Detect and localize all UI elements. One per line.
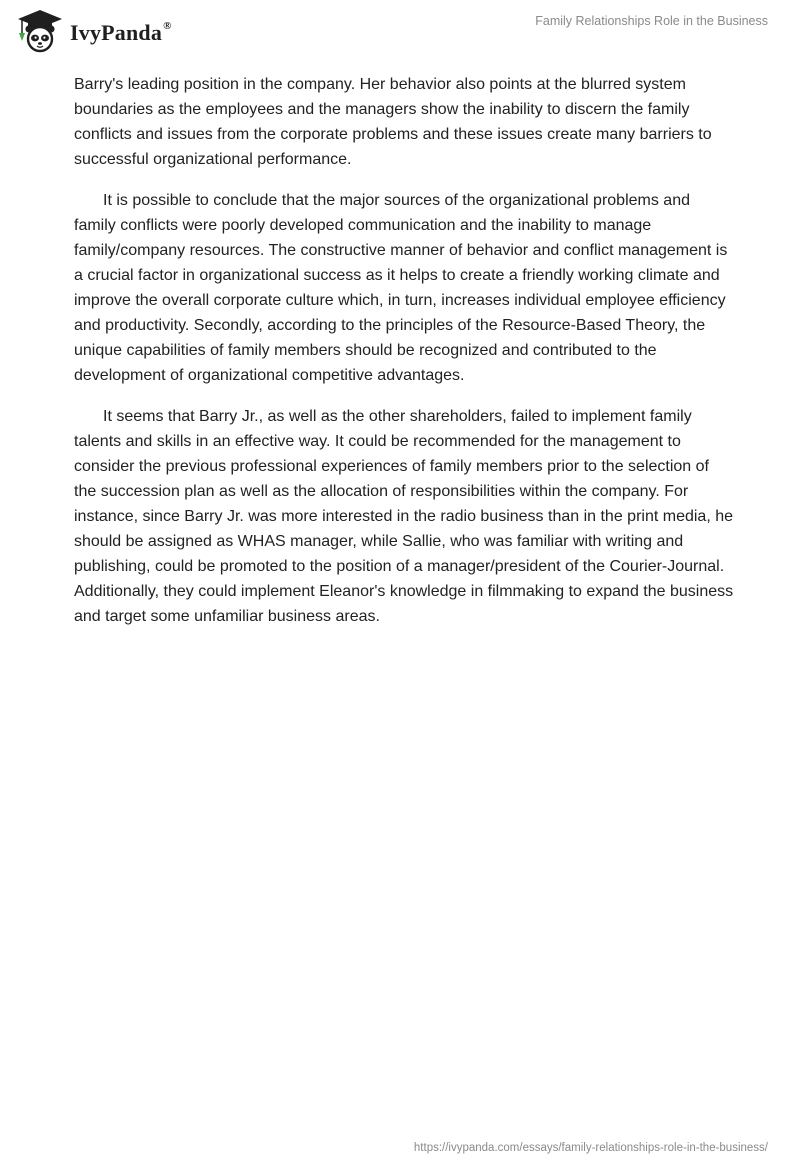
page-header [0,0,800,70]
brand-name: IvyPanda® [70,19,172,45]
running-title: Family Relationships Role in the Business [535,14,768,28]
essay-body [74,72,734,645]
paragraph: It is possible to conclude that the major sources of the organizational problems and family conflicts were poorly developed communication and the inability to manage family/company resources. The constructive manner of behavior and conflict management is a crucial factor in organizational success as it helps to create a friendly working climate and improve the overall corporate culture which, in turn, increases individual employee efficiency and productivity. Secondly, according to the principles of the Resource-Based Theory, the unique capabilities of family members should be recognized and contributed to the development of organizational competitive advantages. [74,192,728,384]
panda-graduation-cap-icon [16,8,64,54]
ivypanda-logo[interactable] [16,8,172,54]
paragraph-continued: Barry's leading position in the company. Her behavior also points at the blurred system boundaries as the employees and the managers show the inability to discern the family conflicts and issues from the corporate problems and these issues create many barriers to successful organizational performance. [74,76,712,168]
source-url[interactable]: https://ivypanda.com/essays/family-relationships-role-in-the-business/ [413,1142,768,1154]
trademark-symbol: ® [163,19,172,32]
paragraph: It seems that Barry Jr., as well as the other shareholders, failed to implement family talents and skills in an effective way. It could be recommended for the management to consider the previous professional experiences of family members prior to the selection of the succession plan as well as the allocation of responsibilities within the company. For instance, since Barry Jr. was more interested in the radio business than in the print media, he should be assigned as WHAS manager, while Sallie, who was familiar with writing and publishing, could be promoted to the position of a manager/president of the Courier-Journal. Additionally, they could implement Eleanor's knowledge in filmmaking to expand the business and target some unfamiliar business areas. [74,408,734,625]
